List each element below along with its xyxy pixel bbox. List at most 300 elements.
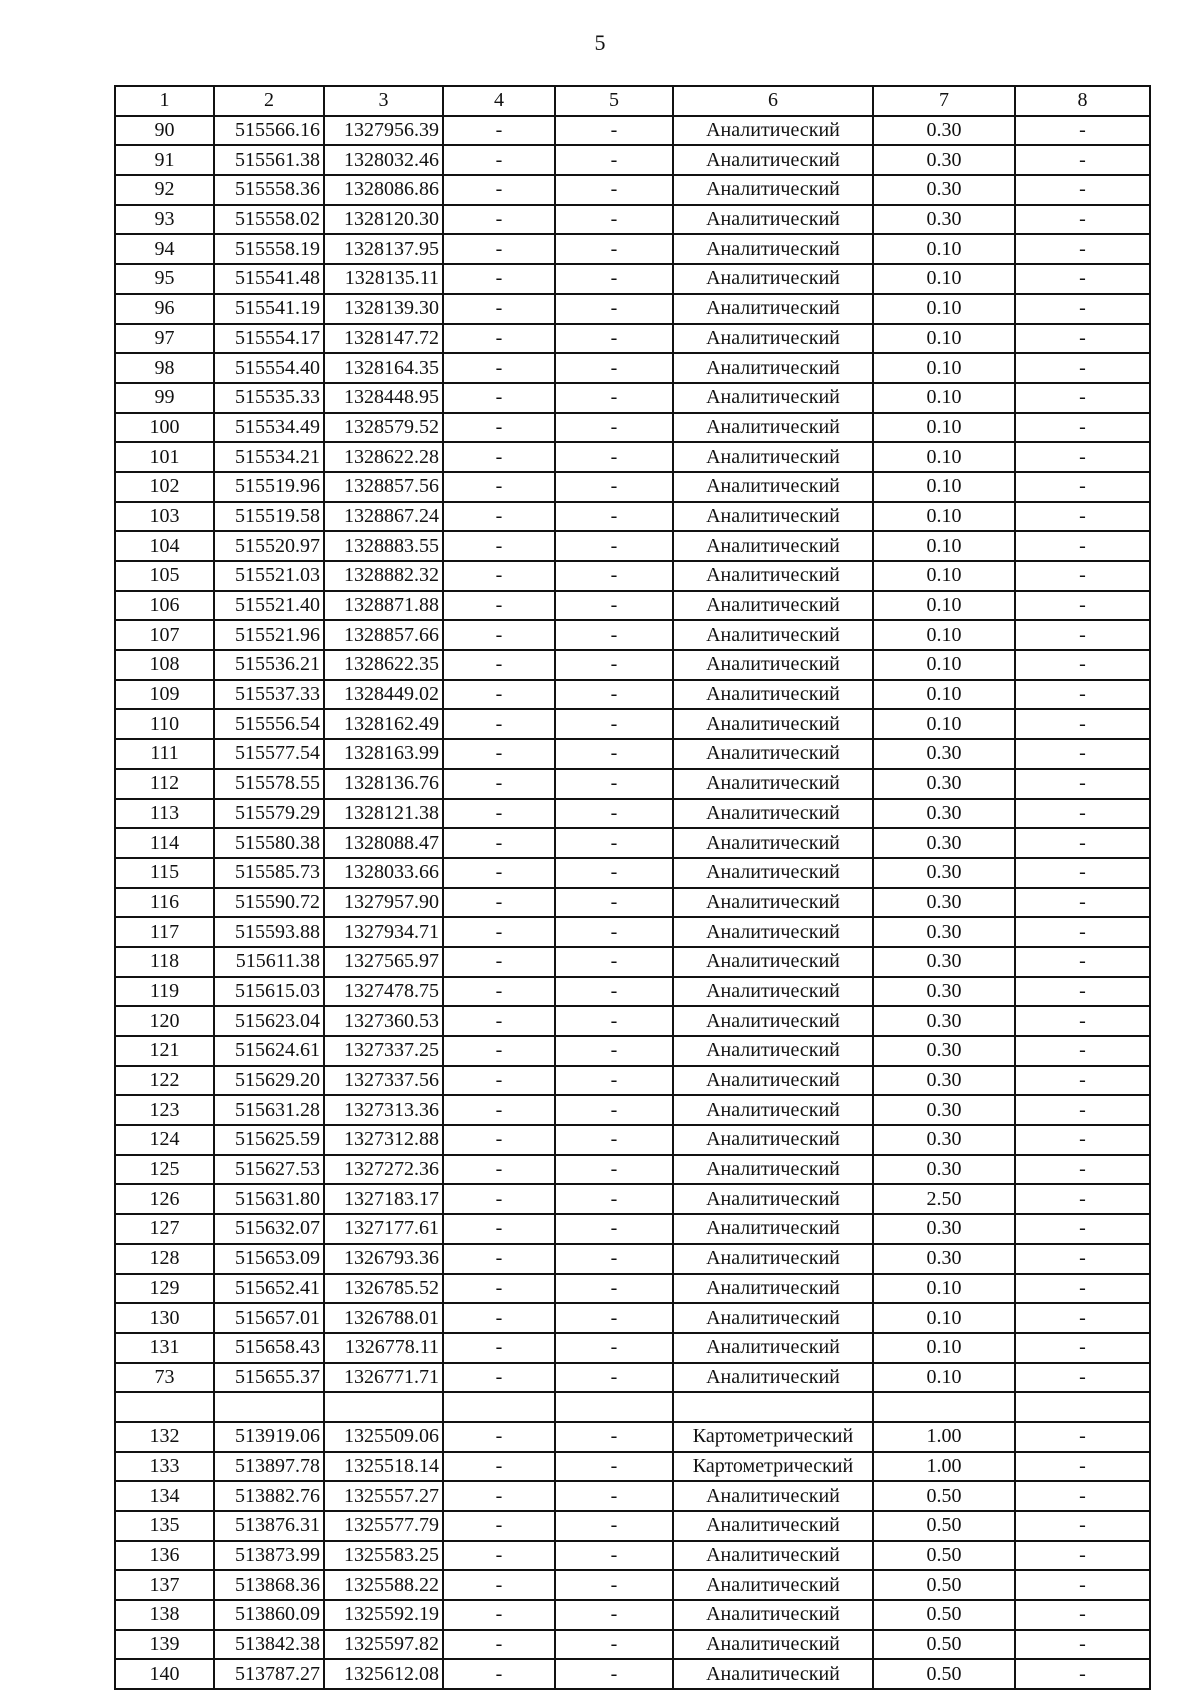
cell-accuracy: 0.30 [873, 205, 1015, 235]
cell-point-number: 137 [115, 1570, 214, 1600]
cell-col-5: - [555, 145, 673, 175]
header-cell-col-8: 8 [1015, 86, 1150, 116]
cell-y-coordinate: 1328120.30 [324, 205, 443, 235]
cell-col-8: - [1015, 1274, 1150, 1304]
cell-x-coordinate: 515579.29 [214, 799, 324, 829]
cell-col-4: - [443, 116, 555, 146]
cell-point-number: 113 [115, 799, 214, 829]
cell-accuracy: 0.50 [873, 1511, 1015, 1541]
cell-x-coordinate: 515534.49 [214, 413, 324, 443]
cell-method: Аналитический [673, 977, 873, 1007]
cell-col-8: - [1015, 472, 1150, 502]
cell-accuracy: 0.30 [873, 888, 1015, 918]
cell-col-4: - [443, 620, 555, 650]
cell-col-5: - [555, 294, 673, 324]
cell-x-coordinate: 515657.01 [214, 1303, 324, 1333]
cell-col-5: - [555, 1184, 673, 1214]
cell-y-coordinate: 1328882.32 [324, 561, 443, 591]
cell-y-coordinate: 1328857.56 [324, 472, 443, 502]
cell-accuracy: 0.30 [873, 116, 1015, 146]
cell-col-4: - [443, 917, 555, 947]
cell-x-coordinate: 515652.41 [214, 1274, 324, 1304]
cell-point-number: 125 [115, 1155, 214, 1185]
cell-accuracy: 0.30 [873, 828, 1015, 858]
cell-x-coordinate: 513897.78 [214, 1452, 324, 1482]
table-row [115, 1095, 1150, 1125]
cell-col-8: - [1015, 1184, 1150, 1214]
cell-col-4: - [443, 1274, 555, 1304]
cell-x-coordinate: 515541.48 [214, 264, 324, 294]
cell-accuracy: 0.30 [873, 1095, 1015, 1125]
cell-col-4: - [443, 1541, 555, 1571]
cell-col-4: - [443, 353, 555, 383]
page-number: 5 [594, 30, 606, 55]
cell-col-5: - [555, 739, 673, 769]
cell-method: Аналитический [673, 1214, 873, 1244]
cell-col-5: - [555, 1511, 673, 1541]
cell-y-coordinate: 1327312.88 [324, 1125, 443, 1155]
cell-method: Аналитический [673, 650, 873, 680]
cell-method: Аналитический [673, 205, 873, 235]
cell-y-coordinate: 1326793.36 [324, 1244, 443, 1274]
cell-col-5: - [555, 858, 673, 888]
cell-point-number: 101 [115, 442, 214, 472]
cell-accuracy: 0.30 [873, 769, 1015, 799]
cell-y-coordinate: 1325557.27 [324, 1481, 443, 1511]
cell-col-8: - [1015, 1095, 1150, 1125]
cell-col-8: - [1015, 1006, 1150, 1036]
cell-col-5: - [555, 502, 673, 532]
cell-col-5: - [555, 205, 673, 235]
cell-x-coordinate: 515631.28 [214, 1095, 324, 1125]
cell-col-8: - [1015, 620, 1150, 650]
cell-col-4: - [443, 591, 555, 621]
cell-col-8: - [1015, 1422, 1150, 1452]
cell-point-number: 140 [115, 1659, 214, 1689]
cell-col-8: - [1015, 324, 1150, 354]
header-row [115, 86, 1150, 116]
cell-y-coordinate [324, 1392, 443, 1422]
cell-point-number: 138 [115, 1600, 214, 1630]
cell-method: Аналитический [673, 947, 873, 977]
table-row [115, 739, 1150, 769]
cell-col-4: - [443, 977, 555, 1007]
cell-x-coordinate: 515519.58 [214, 502, 324, 532]
cell-accuracy: 0.30 [873, 1214, 1015, 1244]
cell-x-coordinate: 515578.55 [214, 769, 324, 799]
cell-method: Аналитический [673, 531, 873, 561]
cell-col-8: - [1015, 680, 1150, 710]
cell-col-5: - [555, 234, 673, 264]
cell-col-5: - [555, 620, 673, 650]
cell-col-5: - [555, 888, 673, 918]
cell-col-4 [443, 1392, 555, 1422]
cell-col-4: - [443, 1006, 555, 1036]
table-row [115, 1452, 1150, 1482]
cell-x-coordinate: 515585.73 [214, 858, 324, 888]
cell-col-5: - [555, 1244, 673, 1274]
cell-col-4: - [443, 799, 555, 829]
cell-col-8: - [1015, 1066, 1150, 1096]
cell-col-5: - [555, 799, 673, 829]
cell-method: Аналитический [673, 888, 873, 918]
cell-point-number: 96 [115, 294, 214, 324]
table-row [115, 1006, 1150, 1036]
cell-accuracy: 0.10 [873, 294, 1015, 324]
table-row [115, 680, 1150, 710]
cell-col-8: - [1015, 353, 1150, 383]
cell-method: Аналитический [673, 234, 873, 264]
cell-x-coordinate: 515580.38 [214, 828, 324, 858]
table-row [115, 650, 1150, 680]
cell-y-coordinate: 1327177.61 [324, 1214, 443, 1244]
cell-col-5: - [555, 1570, 673, 1600]
cell-x-coordinate: 513787.27 [214, 1659, 324, 1689]
cell-x-coordinate: 515658.43 [214, 1333, 324, 1363]
cell-x-coordinate: 515534.21 [214, 442, 324, 472]
cell-point-number: 99 [115, 383, 214, 413]
cell-accuracy: 0.30 [873, 1006, 1015, 1036]
cell-y-coordinate: 1328622.28 [324, 442, 443, 472]
cell-col-8: - [1015, 947, 1150, 977]
cell-accuracy: 0.10 [873, 264, 1015, 294]
cell-col-8: - [1015, 413, 1150, 443]
cell-y-coordinate: 1328163.99 [324, 739, 443, 769]
cell-accuracy: 1.00 [873, 1422, 1015, 1452]
cell-x-coordinate: 515625.59 [214, 1125, 324, 1155]
cell-method: Аналитический [673, 709, 873, 739]
cell-accuracy: 0.10 [873, 383, 1015, 413]
cell-method: Аналитический [673, 502, 873, 532]
cell-method: Картометрический [673, 1422, 873, 1452]
cell-y-coordinate: 1327957.90 [324, 888, 443, 918]
cell-y-coordinate: 1328579.52 [324, 413, 443, 443]
cell-y-coordinate: 1325577.79 [324, 1511, 443, 1541]
cell-point-number: 129 [115, 1274, 214, 1304]
table-row [115, 502, 1150, 532]
header-cell-x-coordinate: 2 [214, 86, 324, 116]
cell-x-coordinate: 515629.20 [214, 1066, 324, 1096]
cell-col-5: - [555, 1303, 673, 1333]
cell-col-4: - [443, 1184, 555, 1214]
cell-col-8: - [1015, 1452, 1150, 1482]
cell-col-8: - [1015, 769, 1150, 799]
cell-point-number: 117 [115, 917, 214, 947]
cell-col-8: - [1015, 531, 1150, 561]
cell-col-4: - [443, 888, 555, 918]
cell-method: Аналитический [673, 1095, 873, 1125]
cell-x-coordinate [214, 1392, 324, 1422]
table-row [115, 709, 1150, 739]
cell-accuracy: 0.50 [873, 1659, 1015, 1689]
cell-method: Аналитический [673, 828, 873, 858]
cell-method: Аналитический [673, 442, 873, 472]
cell-x-coordinate: 513919.06 [214, 1422, 324, 1452]
cell-col-8: - [1015, 1214, 1150, 1244]
cell-y-coordinate: 1327313.36 [324, 1095, 443, 1125]
cell-accuracy: 0.10 [873, 591, 1015, 621]
cell-col-8: - [1015, 502, 1150, 532]
cell-x-coordinate: 515611.38 [214, 947, 324, 977]
cell-y-coordinate: 1328883.55 [324, 531, 443, 561]
cell-col-8: - [1015, 294, 1150, 324]
cell-y-coordinate: 1326785.52 [324, 1274, 443, 1304]
cell-col-5: - [555, 1630, 673, 1660]
header-cell-method: 6 [673, 86, 873, 116]
cell-col-5 [555, 1392, 673, 1422]
cell-y-coordinate: 1328622.35 [324, 650, 443, 680]
cell-y-coordinate: 1327956.39 [324, 116, 443, 146]
table-row [115, 116, 1150, 146]
cell-col-5: - [555, 175, 673, 205]
cell-col-5: - [555, 947, 673, 977]
cell-col-4: - [443, 1659, 555, 1689]
cell-col-4: - [443, 739, 555, 769]
cell-col-5: - [555, 1541, 673, 1571]
cell-point-number: 124 [115, 1125, 214, 1155]
cell-x-coordinate: 515593.88 [214, 917, 324, 947]
cell-accuracy: 0.10 [873, 1333, 1015, 1363]
cell-col-4: - [443, 828, 555, 858]
table-row [115, 769, 1150, 799]
table-row [115, 947, 1150, 977]
cell-col-4: - [443, 442, 555, 472]
cell-y-coordinate: 1326771.71 [324, 1363, 443, 1393]
table-row [115, 1066, 1150, 1096]
cell-col-4: - [443, 294, 555, 324]
cell-col-8: - [1015, 1125, 1150, 1155]
cell-x-coordinate: 515623.04 [214, 1006, 324, 1036]
cell-col-4: - [443, 531, 555, 561]
table-row [115, 828, 1150, 858]
cell-col-4: - [443, 502, 555, 532]
cell-x-coordinate: 513842.38 [214, 1630, 324, 1660]
cell-point-number: 136 [115, 1541, 214, 1571]
cell-col-8: - [1015, 709, 1150, 739]
cell-col-5: - [555, 1363, 673, 1393]
cell-point-number: 109 [115, 680, 214, 710]
cell-y-coordinate: 1328088.47 [324, 828, 443, 858]
table-row [115, 1570, 1150, 1600]
table-row [115, 917, 1150, 947]
cell-col-5: - [555, 1452, 673, 1482]
cell-y-coordinate: 1328867.24 [324, 502, 443, 532]
cell-col-8: - [1015, 1155, 1150, 1185]
cell-col-5: - [555, 1600, 673, 1630]
cell-col-8: - [1015, 799, 1150, 829]
cell-y-coordinate: 1328162.49 [324, 709, 443, 739]
cell-accuracy: 0.10 [873, 650, 1015, 680]
table-row [115, 1214, 1150, 1244]
cell-col-4: - [443, 947, 555, 977]
cell-col-5: - [555, 1333, 673, 1363]
cell-accuracy: 0.10 [873, 1274, 1015, 1304]
cell-x-coordinate: 515590.72 [214, 888, 324, 918]
cell-x-coordinate: 515536.21 [214, 650, 324, 680]
cell-y-coordinate: 1328448.95 [324, 383, 443, 413]
cell-method: Аналитический [673, 472, 873, 502]
cell-accuracy: 0.10 [873, 353, 1015, 383]
cell-col-5: - [555, 1481, 673, 1511]
cell-col-4: - [443, 1036, 555, 1066]
cell-accuracy: 0.30 [873, 1036, 1015, 1066]
cell-col-8: - [1015, 977, 1150, 1007]
cell-col-8: - [1015, 175, 1150, 205]
cell-col-8: - [1015, 145, 1150, 175]
cell-col-5: - [555, 116, 673, 146]
cell-x-coordinate: 515519.96 [214, 472, 324, 502]
cell-col-4: - [443, 1481, 555, 1511]
cell-col-4: - [443, 1303, 555, 1333]
cell-col-5: - [555, 680, 673, 710]
cell-point-number: 103 [115, 502, 214, 532]
cell-col-5: - [555, 383, 673, 413]
cell-col-5: - [555, 413, 673, 443]
cell-x-coordinate: 515631.80 [214, 1184, 324, 1214]
cell-col-5: - [555, 472, 673, 502]
cell-point-number: 116 [115, 888, 214, 918]
cell-x-coordinate: 515521.96 [214, 620, 324, 650]
cell-y-coordinate: 1328032.46 [324, 145, 443, 175]
cell-col-4: - [443, 1095, 555, 1125]
cell-accuracy: 0.30 [873, 175, 1015, 205]
cell-y-coordinate: 1327360.53 [324, 1006, 443, 1036]
cell-point-number: 98 [115, 353, 214, 383]
cell-point-number: 95 [115, 264, 214, 294]
cell-x-coordinate: 515566.16 [214, 116, 324, 146]
cell-x-coordinate: 513860.09 [214, 1600, 324, 1630]
cell-x-coordinate: 515653.09 [214, 1244, 324, 1274]
cell-col-5: - [555, 442, 673, 472]
cell-accuracy: 0.30 [873, 1244, 1015, 1274]
cell-accuracy: 1.00 [873, 1452, 1015, 1482]
table-row [115, 1036, 1150, 1066]
table-row [115, 858, 1150, 888]
table-row [115, 1244, 1150, 1274]
table-row [115, 1155, 1150, 1185]
cell-col-8: - [1015, 1303, 1150, 1333]
cell-col-5: - [555, 1036, 673, 1066]
cell-y-coordinate: 1325518.14 [324, 1452, 443, 1482]
cell-point-number: 131 [115, 1333, 214, 1363]
cell-col-4: - [443, 1570, 555, 1600]
cell-method: Аналитический [673, 1363, 873, 1393]
cell-col-8: - [1015, 1659, 1150, 1689]
cell-accuracy [873, 1392, 1015, 1422]
cell-col-8: - [1015, 264, 1150, 294]
table-row [115, 1659, 1150, 1689]
cell-method: Аналитический [673, 1125, 873, 1155]
cell-accuracy: 0.30 [873, 739, 1015, 769]
cell-col-4: - [443, 1363, 555, 1393]
cell-point-number: 90 [115, 116, 214, 146]
cell-point-number: 73 [115, 1363, 214, 1393]
cell-x-coordinate: 515541.19 [214, 294, 324, 324]
cell-y-coordinate: 1325509.06 [324, 1422, 443, 1452]
cell-method: Аналитический [673, 1006, 873, 1036]
cell-point-number: 134 [115, 1481, 214, 1511]
cell-x-coordinate: 515521.03 [214, 561, 324, 591]
cell-col-4: - [443, 1066, 555, 1096]
cell-method: Аналитический [673, 1036, 873, 1066]
cell-col-8: - [1015, 828, 1150, 858]
cell-accuracy: 0.30 [873, 1155, 1015, 1185]
table-row [115, 1303, 1150, 1333]
cell-point-number [115, 1392, 214, 1422]
table-row [115, 1125, 1150, 1155]
cell-x-coordinate: 513868.36 [214, 1570, 324, 1600]
cell-point-number: 133 [115, 1452, 214, 1482]
table-row [115, 1630, 1150, 1660]
cell-method: Аналитический [673, 1184, 873, 1214]
cell-x-coordinate: 515556.54 [214, 709, 324, 739]
cell-col-5: - [555, 1006, 673, 1036]
cell-point-number: 130 [115, 1303, 214, 1333]
cell-y-coordinate: 1327272.36 [324, 1155, 443, 1185]
cell-accuracy: 0.10 [873, 709, 1015, 739]
table-row [115, 1511, 1150, 1541]
cell-col-4: - [443, 205, 555, 235]
cell-col-5: - [555, 1066, 673, 1096]
cell-col-4: - [443, 1214, 555, 1244]
cell-method: Аналитический [673, 1630, 873, 1660]
cell-col-4: - [443, 175, 555, 205]
cell-accuracy: 0.50 [873, 1541, 1015, 1571]
cell-y-coordinate: 1328139.30 [324, 294, 443, 324]
cell-point-number: 105 [115, 561, 214, 591]
cell-method [673, 1392, 873, 1422]
cell-method: Аналитический [673, 1570, 873, 1600]
cell-method: Аналитический [673, 116, 873, 146]
cell-accuracy: 0.30 [873, 1125, 1015, 1155]
table-row [115, 1363, 1150, 1393]
cell-col-8: - [1015, 1541, 1150, 1571]
cell-col-4: - [443, 324, 555, 354]
cell-col-5: - [555, 1274, 673, 1304]
cell-y-coordinate: 1325592.19 [324, 1600, 443, 1630]
cell-x-coordinate: 513873.99 [214, 1541, 324, 1571]
cell-point-number: 111 [115, 739, 214, 769]
table-row [115, 294, 1150, 324]
table-row [115, 353, 1150, 383]
table-row [115, 1541, 1150, 1571]
cell-point-number: 94 [115, 234, 214, 264]
cell-col-5: - [555, 531, 673, 561]
cell-col-8: - [1015, 1630, 1150, 1660]
cell-y-coordinate: 1326788.01 [324, 1303, 443, 1333]
cell-col-8: - [1015, 650, 1150, 680]
cell-accuracy: 0.50 [873, 1630, 1015, 1660]
cell-point-number: 122 [115, 1066, 214, 1096]
cell-point-number: 110 [115, 709, 214, 739]
cell-col-4: - [443, 561, 555, 591]
cell-col-4: - [443, 709, 555, 739]
table-row [115, 977, 1150, 1007]
cell-x-coordinate: 515624.61 [214, 1036, 324, 1066]
cell-method: Аналитический [673, 1600, 873, 1630]
cell-method: Аналитический [673, 413, 873, 443]
cell-col-5: - [555, 769, 673, 799]
cell-col-8: - [1015, 442, 1150, 472]
cell-y-coordinate: 1325583.25 [324, 1541, 443, 1571]
cell-accuracy: 0.10 [873, 561, 1015, 591]
cell-method: Аналитический [673, 1541, 873, 1571]
cell-method: Аналитический [673, 175, 873, 205]
cell-y-coordinate: 1328136.76 [324, 769, 443, 799]
cell-method: Аналитический [673, 353, 873, 383]
cell-col-5: - [555, 324, 673, 354]
cell-accuracy: 0.30 [873, 977, 1015, 1007]
